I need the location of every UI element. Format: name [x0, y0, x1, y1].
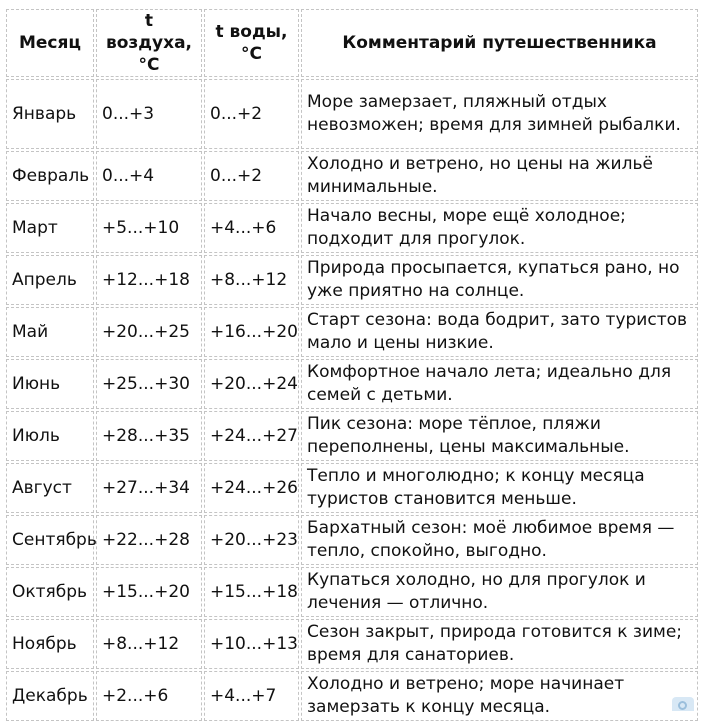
header-air-temp: t воздуха, °C: [96, 9, 202, 77]
table-row: [6, 255, 698, 305]
month-cell: Январь: [6, 79, 94, 149]
water-temp-cell: +20...+24: [204, 359, 299, 409]
comment-cell: Холодно и ветрено, но цены на жильё минимальные.: [301, 151, 698, 201]
air-temp-cell: +8...+12: [96, 619, 202, 669]
air-temp-cell: +25...+30: [96, 359, 202, 409]
water-temp-cell: +15...+18: [204, 567, 299, 617]
header-row: [6, 9, 698, 77]
water-temp-cell: +4...+7: [204, 671, 299, 721]
air-temp-cell: +27...+34: [96, 463, 202, 513]
month-cell: Март: [6, 203, 94, 253]
header-comment: Комментарий путешественника: [301, 9, 698, 77]
air-temp-cell: +12...+18: [96, 255, 202, 305]
comment-cell: Бархатный сезон: моё любимое время — тепло, спокойно, выгодно.: [301, 515, 698, 565]
comment-cell: Море замерзает, пляжный отдых невозможен; время для зимней рыбалки.: [301, 79, 698, 149]
table-row: [6, 151, 698, 201]
comment-cell: Тепло и многолюдно; к концу месяца туристов становится меньше.: [301, 463, 698, 513]
comment-cell: Купаться холодно, но для прогулок и лечения — отлично.: [301, 567, 698, 617]
water-temp-cell: 0...+2: [204, 79, 299, 149]
header-water-temp: t воды, °C: [204, 9, 299, 77]
air-temp-cell: 0...+4: [96, 151, 202, 201]
comment-cell: Старт сезона: вода бодрит, зато туристов мало и цены низкие.: [301, 307, 698, 357]
table-row: [6, 463, 698, 513]
table-row: [6, 307, 698, 357]
water-temp-cell: +10...+13: [204, 619, 299, 669]
table-row: [6, 359, 698, 409]
table-row: [6, 79, 698, 149]
air-temp-cell: +22...+28: [96, 515, 202, 565]
settings-icon[interactable]: [672, 697, 694, 711]
climate-table: [4, 7, 700, 723]
air-temp-cell: +15...+20: [96, 567, 202, 617]
month-cell: Август: [6, 463, 94, 513]
water-temp-cell: +20...+23: [204, 515, 299, 565]
table-row: [6, 515, 698, 565]
month-cell: Май: [6, 307, 94, 357]
month-cell: Ноябрь: [6, 619, 94, 669]
table-row: [6, 411, 698, 461]
comment-cell: Природа просыпается, купаться рано, но уже приятно на солнце.: [301, 255, 698, 305]
table-row: [6, 619, 698, 669]
water-temp-cell: +16...+20: [204, 307, 299, 357]
month-cell: Декабрь: [6, 671, 94, 721]
comment-cell: Начало весны, море ещё холодное; подходит для прогулок.: [301, 203, 698, 253]
month-cell: Июнь: [6, 359, 94, 409]
air-temp-cell: +5...+10: [96, 203, 202, 253]
comment-cell: Комфортное начало лета; идеально для семей с детьми.: [301, 359, 698, 409]
air-temp-cell: 0...+3: [96, 79, 202, 149]
month-cell: Сентябрь: [6, 515, 94, 565]
table-row: [6, 567, 698, 617]
air-temp-cell: +28...+35: [96, 411, 202, 461]
month-cell: Февраль: [6, 151, 94, 201]
comment-cell: Холодно и ветрено; море начинает замерзать к концу месяца.: [301, 671, 698, 721]
water-temp-cell: +8...+12: [204, 255, 299, 305]
month-cell: Октябрь: [6, 567, 94, 617]
table-row: [6, 203, 698, 253]
water-temp-cell: +24...+26: [204, 463, 299, 513]
water-temp-cell: +24...+27: [204, 411, 299, 461]
comment-cell: Пик сезона: море тёплое, пляжи переполнены, цены максимальные.: [301, 411, 698, 461]
month-cell: Апрель: [6, 255, 94, 305]
water-temp-cell: 0...+2: [204, 151, 299, 201]
table-row: [6, 671, 698, 721]
month-cell: Июль: [6, 411, 94, 461]
air-temp-cell: +20...+25: [96, 307, 202, 357]
header-month: Месяц: [6, 9, 94, 77]
comment-cell: Сезон закрыт, природа готовится к зиме; время для санаториев.: [301, 619, 698, 669]
water-temp-cell: +4...+6: [204, 203, 299, 253]
air-temp-cell: +2...+6: [96, 671, 202, 721]
